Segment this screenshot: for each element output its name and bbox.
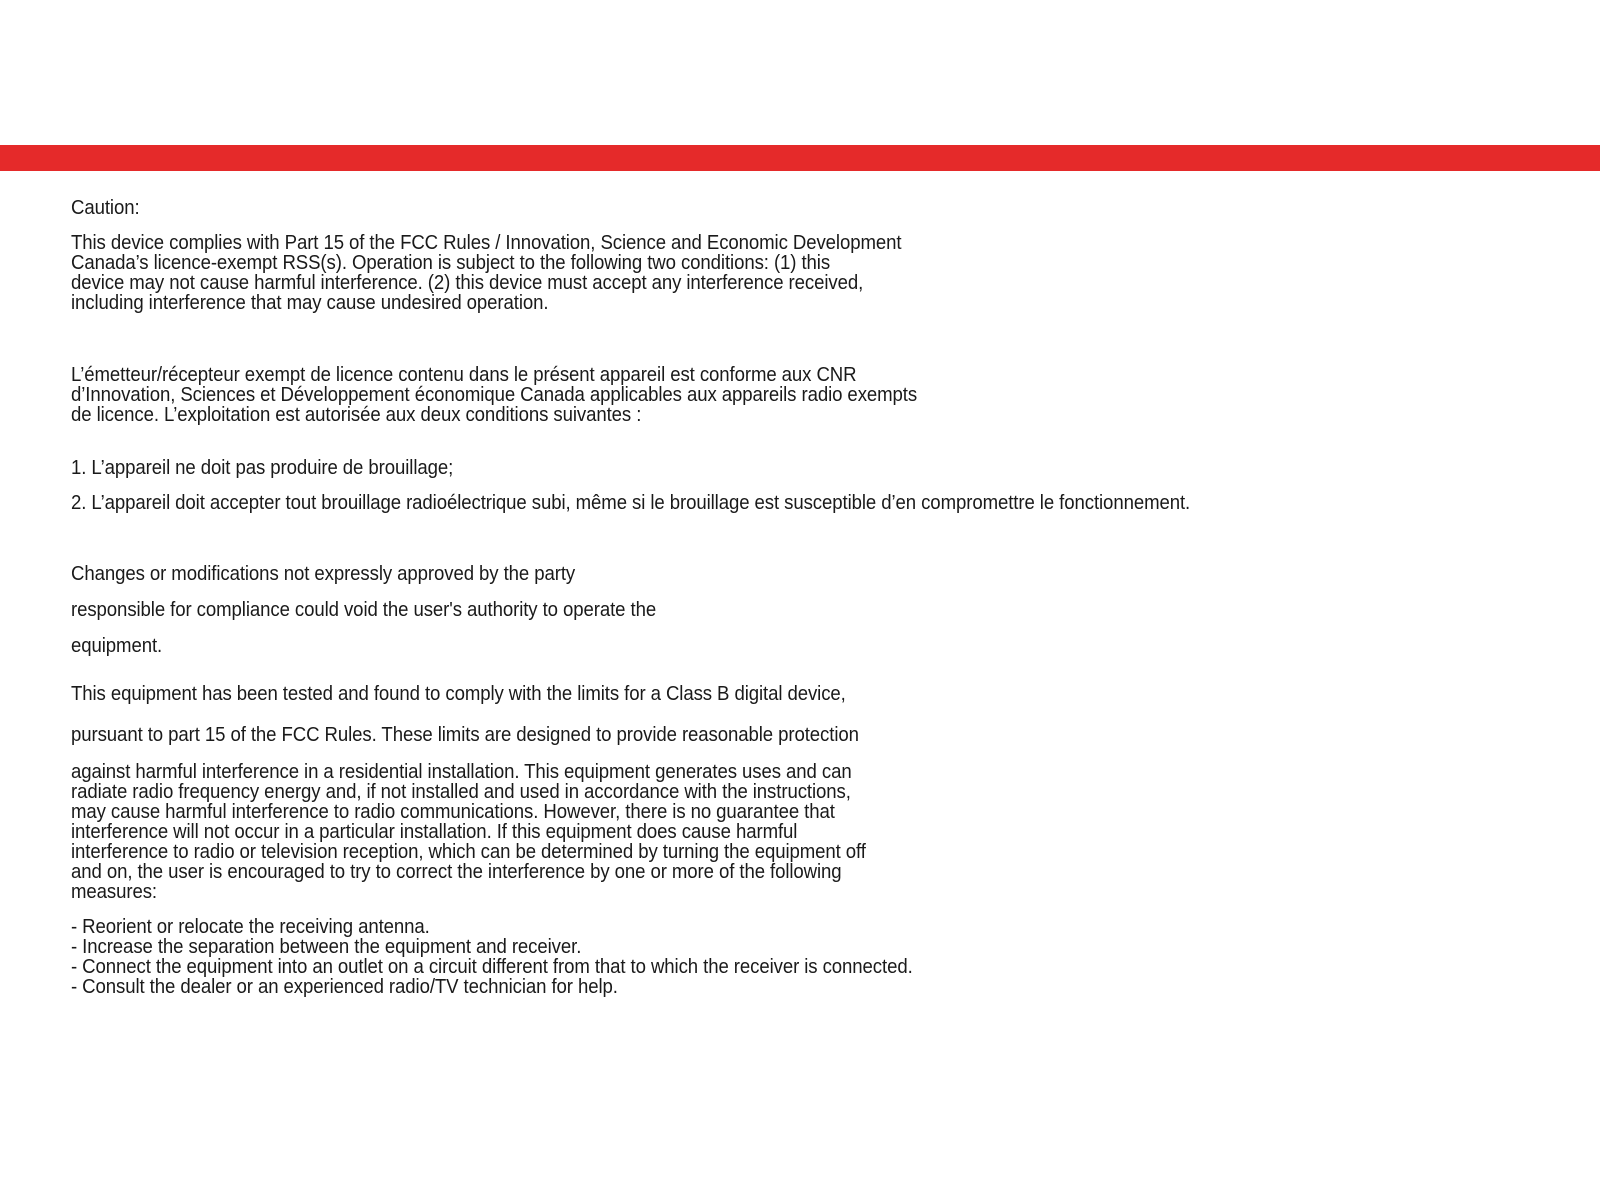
- statement-line: may cause harmful interference to radio communications. However, there is no guarantee that: [71, 801, 835, 823]
- list-item: - Consult the dealer or an experienced radio/TV technician for help.: [71, 976, 618, 998]
- statement-line: This equipment has been tested and found to comply with the limits for a Class B digital device,: [71, 683, 846, 705]
- statement-line: de licence. L’exploitation est autorisée aux deux conditions suivantes :: [71, 404, 642, 426]
- statement-line: radiate radio frequency energy and, if not installed and used in accordance with the instructions,: [71, 781, 851, 803]
- statement-line: Canada’s licence-exempt RSS(s). Operation is subject to the following two conditions: (1) this: [71, 252, 831, 274]
- statement-line: and on, the user is encouraged to try to correct the interference by one or more of the following: [71, 861, 842, 883]
- statement-line: d’Innovation, Sciences et Développement économique Canada applicables aux appareils radio exempts: [71, 384, 918, 406]
- statement-line: responsible for compliance could void the user's authority to operate the: [71, 599, 657, 621]
- statement-line: measures:: [71, 881, 158, 903]
- statement-line: device may not cause harmful interference. (2) this device must accept any interference received,: [71, 272, 864, 294]
- statement-line: Changes or modifications not expressly approved by the party: [71, 563, 576, 585]
- statement-line: including interference that may cause undesired operation.: [71, 292, 549, 314]
- list-item: - Reorient or relocate the receiving antenna.: [71, 916, 430, 938]
- statement-line: pursuant to part 15 of the FCC Rules. These limits are designed to provide reasonable protection: [71, 724, 859, 746]
- list-item: - Connect the equipment into an outlet on a circuit different from that to which the receiver is connected.: [71, 956, 913, 978]
- statement-line: against harmful interference in a residential installation. This equipment generates uses and can: [71, 761, 852, 783]
- caution-title: Caution:: [71, 197, 140, 219]
- statement-line: L’émetteur/récepteur exempt de licence contenu dans le présent appareil est conforme aux CNR: [71, 364, 857, 386]
- list-item: 1. L’appareil ne doit pas produire de brouillage;: [71, 457, 454, 479]
- header-accent-bar: [0, 145, 1600, 171]
- statement-line: equipment.: [71, 635, 163, 657]
- statement-line: interference will not occur in a particular installation. If this equipment does cause harmful: [71, 821, 798, 843]
- list-item: - Increase the separation between the equipment and receiver.: [71, 936, 582, 958]
- statement-line: interference to radio or television reception, which can be determined by turning the equipment off: [71, 841, 866, 863]
- statement-line: This device complies with Part 15 of the FCC Rules / Innovation, Science and Economic Development: [71, 232, 902, 254]
- list-item: 2. L’appareil doit accepter tout brouillage radioélectrique subi, même si le brouillage est susceptible d’en compromettre le fonctionnement.: [71, 492, 1191, 514]
